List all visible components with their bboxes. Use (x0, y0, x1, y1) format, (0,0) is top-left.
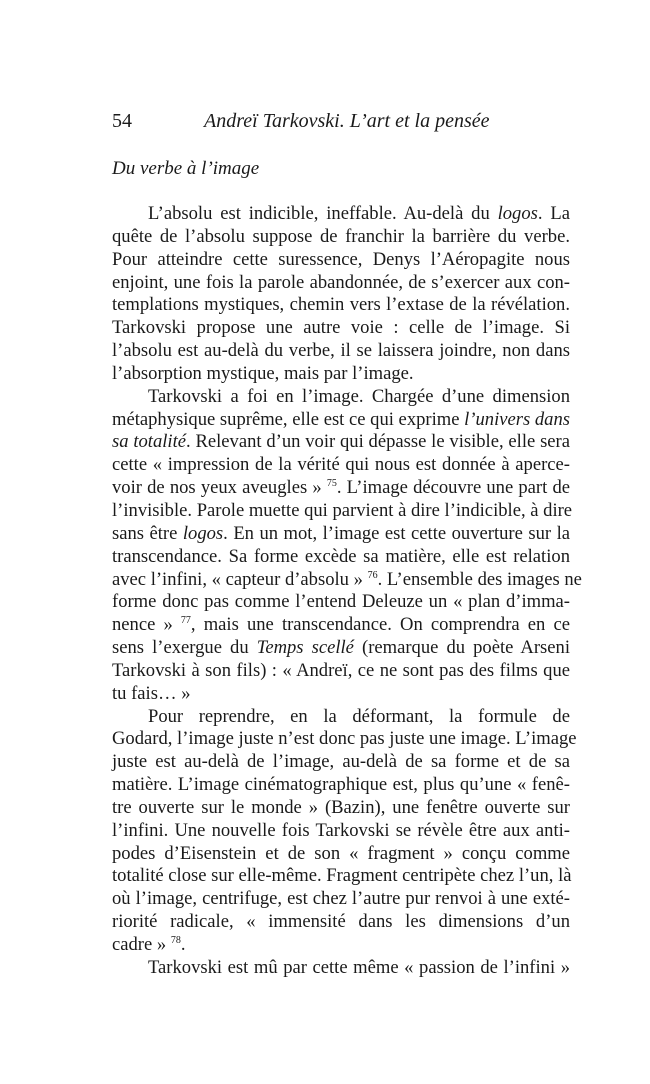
text-segment: métaphysique suprême, elle est ce qui exprime (112, 408, 465, 430)
text-segment: l’infini. Une nouvelle fois Tarkovski se révèle être aux anti- (112, 819, 570, 841)
text-line (112, 203, 570, 226)
text-line (112, 683, 570, 706)
text-segment: enjoint, une fois la parole abandonnée, de s’exercer aux con- (112, 271, 570, 293)
text-segment: , mais une transcendance. On comprendra en ce (190, 614, 570, 636)
text-segment: (remarque du poète Arseni (353, 637, 570, 659)
section-title: Du verbe à l’image (112, 158, 260, 179)
italic-text: l’univers dans (464, 408, 571, 430)
text-line (112, 843, 570, 866)
text-segment: Godard, l’image juste n’est donc pas juste une image. L’image (112, 728, 577, 750)
text-line (112, 477, 570, 500)
text-line (112, 363, 570, 386)
text-segment: . La (537, 203, 570, 224)
text-segment: L’absolu est indicible, ineffable. Au-delà du (148, 203, 498, 224)
text-segment: l’absorption mystique, mais par l’image. (112, 362, 414, 384)
text-line (112, 820, 570, 843)
text-segment: Tarkovski à son fils) : « Andreï, ce ne sont pas des films que (112, 659, 570, 681)
text-segment: . En un mot, l’image est cette ouverture sur la (223, 522, 570, 544)
text-segment: avec l’infini, « capteur d’absolu » (112, 568, 368, 590)
text-segment: l’invisible. Parole muette qui parvient à dire l’indicible, à dire (112, 499, 573, 521)
text-line (112, 957, 570, 980)
footnote-ref: 77 (180, 615, 191, 627)
text-line (112, 523, 570, 546)
text-line (112, 386, 570, 409)
text-segment: . L’image découvre une part de (336, 477, 570, 499)
text-line (112, 911, 570, 934)
running-title: Andreï Tarkovski. L’art et la pensée (204, 110, 490, 132)
italic-text: Temps scellé (256, 637, 354, 659)
text-line (112, 728, 577, 751)
text-line (112, 499, 573, 523)
text-line (112, 568, 582, 592)
text-line (112, 340, 570, 363)
text-line (112, 614, 570, 637)
text-segment: Pour reprendre, en la déformant, la formule de (148, 705, 570, 727)
text-line (112, 272, 570, 295)
text-line (112, 294, 570, 317)
footnote-ref: 76 (367, 569, 378, 581)
text-segment: . L’ensemble des images ne (377, 568, 582, 590)
text-segment: Tarkovski est mû par cette même « passion de l’infini » (148, 956, 570, 978)
text-line (112, 317, 570, 340)
italic-text: logos (182, 522, 224, 544)
text-segment: Tarkovski propose une autre voie : celle de l’image. Si (112, 317, 570, 339)
body-text (112, 203, 582, 980)
text-line (112, 774, 570, 797)
text-line (112, 431, 570, 454)
text-line (112, 751, 570, 774)
text-segment: tu fais… » (112, 682, 191, 704)
text-segment: matière. L’image cinématographique est, plus qu’une « fenê- (112, 774, 570, 796)
text-line (112, 797, 570, 820)
text-line (112, 546, 570, 569)
page-number: 54 (112, 110, 132, 132)
italic-text: sa totalité (112, 431, 187, 453)
text-line (112, 637, 570, 660)
footnote-ref: 75 (326, 478, 337, 490)
text-segment: juste est au-delà de l’image, au-delà de sa forme et de sa (112, 751, 570, 773)
text-line (112, 226, 570, 249)
text-segment: templations mystiques, chemin vers l’extase de la révélation. (112, 294, 570, 316)
text-segment: sens l’exergue du (112, 637, 257, 659)
text-segment: . (180, 934, 186, 955)
text-segment: cadre » (112, 934, 171, 955)
text-segment: tre ouverte sur le monde » (Bazin), une fenêtre ouverte sur (112, 796, 570, 818)
text-segment: où l’image, centrifuge, est chez l’autre pur renvoi à une exté- (112, 888, 570, 910)
text-segment: podes d’Eisenstein et de son « fragment » conçu comme (112, 842, 570, 864)
text-line (112, 249, 570, 272)
text-line (112, 454, 570, 477)
text-segment: forme donc pas comme l’entend Deleuze un « plan d’imma- (112, 591, 570, 613)
text-line (112, 865, 570, 888)
text-line (112, 591, 570, 614)
text-line (112, 888, 570, 911)
text-segment: totalité close sur elle-même. Fragment centripète chez l’un, là (112, 865, 572, 887)
text-segment: transcendance. Sa forme excède sa matière, elle est relation (112, 545, 570, 567)
text-segment: quête de l’absolu suppose de franchir la barrière du verbe. (112, 225, 570, 247)
text-line (112, 409, 570, 432)
text-line (112, 934, 570, 957)
text-segment: voir de nos yeux aveugles » (112, 477, 327, 499)
text-segment: l’absolu est au-delà du verbe, il se laissera joindre, non dans (112, 340, 570, 362)
text-segment: cette « impression de la vérité qui nous est donnée à aperce- (112, 454, 570, 476)
text-line (112, 660, 570, 683)
italic-text: logos (497, 203, 538, 224)
running-header (112, 110, 570, 138)
text-segment: sans être (112, 522, 183, 544)
text-segment: riorité radicale, « immensité dans les dimensions d’un (112, 911, 570, 933)
text-line (112, 706, 570, 729)
footnote-ref: 78 (170, 935, 181, 946)
text-segment: nence » (112, 614, 181, 636)
text-segment: Tarkovski a foi en l’image. Chargée d’une dimension (148, 385, 570, 407)
text-segment: Pour atteindre cette suressence, Denys l’Aéropagite nous (112, 248, 570, 270)
text-segment: . Relevant d’un voir qui dépasse le visible, elle sera (186, 431, 571, 453)
